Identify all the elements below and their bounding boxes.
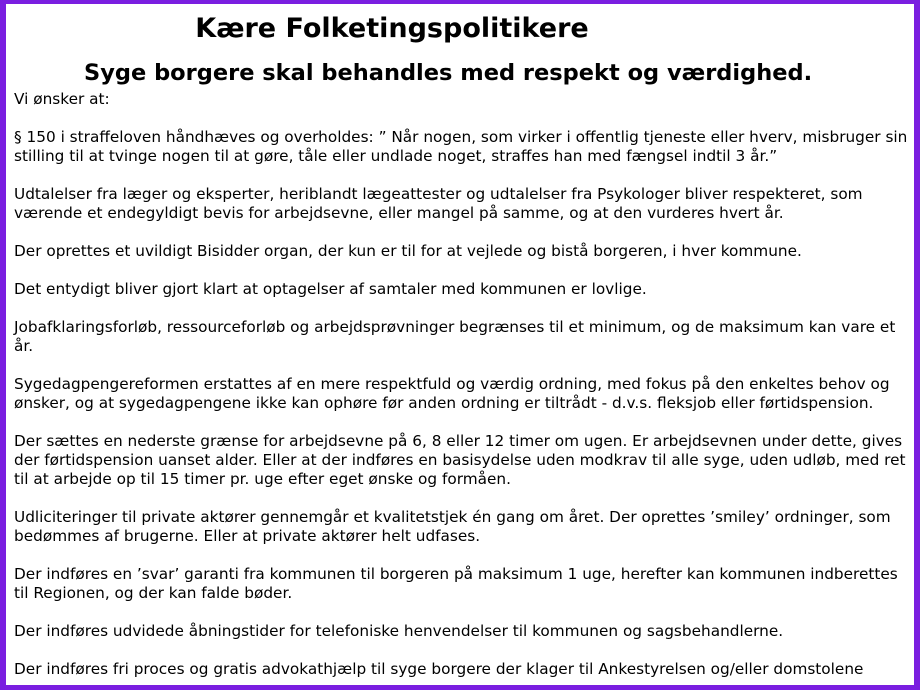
- paragraph-8: Udliciteringer til private aktører gennemgår et kvalitetstjek én gang om året. Der oprettes ’smiley’ ordninger, som bedømmes af brugerne. Eller at private aktører helt udfases.: [14, 508, 891, 545]
- paragraph-11: Der indføres fri proces og gratis advokathjælp til syge borgere der klager til Ankestyrelsen og/eller domstolene: [14, 660, 864, 678]
- paragraph-1: § 150 i straffeloven håndhæves og overholdes: ” Når nogen, som virker i offentlig tjeneste eller hverv, misbruger sin stilling til at tvinge nogen til at gøre, tåle eller undlade noget, straffes han med fængsel indtil 3 år.”: [14, 128, 908, 165]
- paragraph-2: Udtalelser fra læger og eksperter, heriblandt lægeattester og udtalelser fra Psykologer bliver respekteret, som værende et endegyldigt bevis for arbejdsevne, eller mangel på samme, og at den vurderes hvert år.: [14, 185, 863, 222]
- page-subtitle: Syge borgere skal behandles med respekt og værdighed.: [84, 60, 813, 86]
- paragraph-9: Der indføres en ’svar’ garanti fra kommunen til borgeren på maksimum 1 uge, herefter kan kommunen indberettes til Regionen, og der kan falde bøder.: [14, 565, 898, 602]
- paragraph-10: Der indføres udvidede åbningstider for telefoniske henvendelser til kommunen og sagsbehandlerne.: [14, 622, 784, 640]
- intro-text: Vi ønsker at:: [14, 90, 110, 108]
- paragraph-7: Der sættes en nederste grænse for arbejdsevne på 6, 8 eller 12 timer om ugen. Er arbejdsevnen under dette, gives der førtidspension uanset alder. Eller at der indføres en basisydelse uden modkrav til alle syge, uden udløb, med ret til at arbejde op til 15 timer pr. uge efter eget ønske og formåen.: [14, 432, 906, 488]
- document-body: [14, 90, 912, 679]
- paragraph-5: Jobafklaringsforløb, ressourceforløb og arbejdsprøvninger begrænses til et minimum, og de maksimum kan vare et år.: [14, 318, 896, 355]
- paragraph-3: Der oprettes et uvildigt Bisidder organ, der kun er til for at vejlede og bistå borgeren, i hver kommune.: [14, 242, 802, 260]
- paragraph-4: Det entydigt bliver gjort klart at optagelser af samtaler med kommunen er lovlige.: [14, 280, 647, 298]
- page-title: Kære Folketingspolitikere: [195, 13, 589, 44]
- paragraph-6: Sygedagpengereformen erstattes af en mere respektfuld og værdig ordning, med fokus på den enkeltes behov og ønsker, og at sygedagpengene ikke kan ophøre før anden ordning er tiltrådt - d.v.s. fleksjob eller førtidspension.: [14, 375, 890, 412]
